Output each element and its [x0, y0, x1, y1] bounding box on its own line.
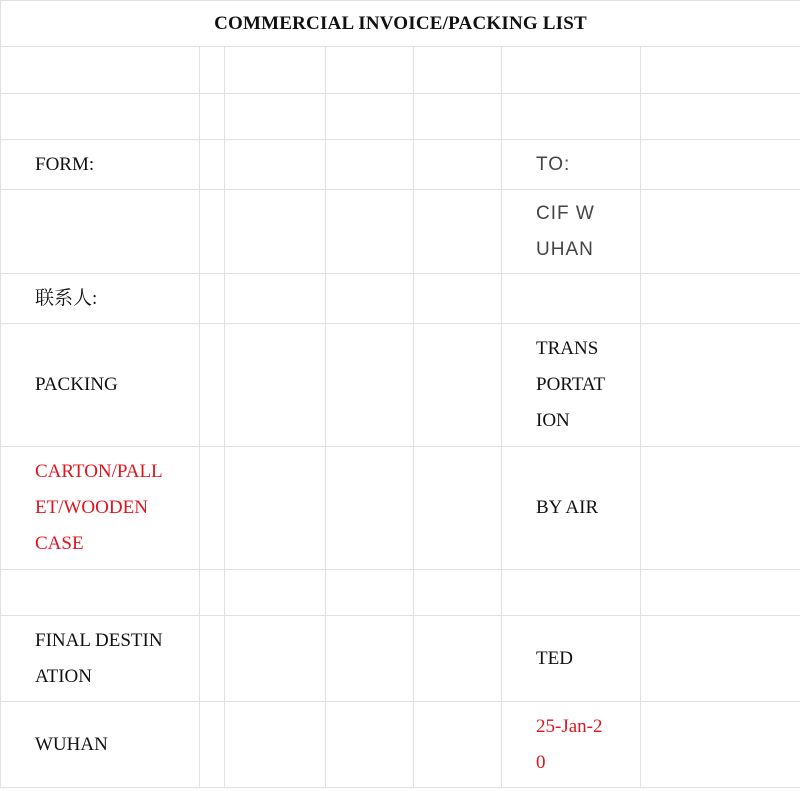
cell[interactable] — [641, 190, 800, 274]
cell[interactable] — [502, 570, 641, 616]
cell[interactable] — [225, 702, 326, 788]
cell[interactable] — [326, 570, 414, 616]
packing-value-row — [1, 447, 800, 570]
cell[interactable] — [200, 570, 225, 616]
form-label[interactable]: FORM: — [1, 140, 200, 190]
cell[interactable] — [414, 190, 502, 274]
to-value: CIF WUHAN — [536, 202, 595, 260]
cell[interactable] — [225, 447, 326, 570]
cell[interactable] — [200, 140, 225, 190]
transportation-label: TRANSPORTATION — [536, 338, 606, 431]
cell[interactable] — [200, 324, 225, 447]
cell[interactable] — [200, 190, 225, 274]
ted-label[interactable]: TED — [502, 616, 641, 702]
final-destination-row — [1, 616, 800, 702]
packing-row — [1, 324, 800, 447]
cell[interactable] — [200, 94, 225, 140]
cell[interactable] — [502, 47, 641, 94]
cell[interactable] — [326, 274, 414, 324]
cell[interactable] — [326, 140, 414, 190]
packing-value-cell[interactable] — [1, 447, 200, 570]
cell[interactable] — [326, 324, 414, 447]
title-row — [1, 1, 800, 47]
cell[interactable] — [200, 274, 225, 324]
to-label[interactable]: TO: — [502, 140, 641, 190]
cell[interactable] — [641, 616, 800, 702]
empty-row — [1, 570, 800, 616]
cell[interactable] — [200, 616, 225, 702]
cell[interactable] — [414, 274, 502, 324]
transportation-cell[interactable] — [502, 324, 641, 447]
cell[interactable] — [225, 190, 326, 274]
cell[interactable] — [326, 702, 414, 788]
final-destination-value[interactable]: WUHAN — [1, 702, 200, 788]
date-cell[interactable] — [502, 702, 641, 788]
cell[interactable] — [414, 324, 502, 447]
cell[interactable] — [225, 570, 326, 616]
cell[interactable] — [414, 702, 502, 788]
cell[interactable] — [1, 94, 200, 140]
cell[interactable] — [641, 47, 800, 94]
empty-row — [1, 47, 800, 94]
form-to-row — [1, 140, 800, 190]
destination-value-row — [1, 702, 800, 788]
final-destination-cell[interactable] — [1, 616, 200, 702]
cell[interactable] — [502, 274, 641, 324]
cell[interactable] — [225, 47, 326, 94]
cell[interactable] — [200, 447, 225, 570]
cell[interactable] — [1, 190, 200, 274]
cell[interactable] — [326, 447, 414, 570]
contact-label[interactable]: 联系人: — [1, 274, 200, 324]
cell[interactable] — [414, 616, 502, 702]
packing-label[interactable]: PACKING — [1, 324, 200, 447]
cell[interactable] — [225, 140, 326, 190]
packing-value: CARTON/PALLET/WOODEN CASE — [35, 461, 163, 554]
cell[interactable] — [641, 324, 800, 447]
cell[interactable] — [641, 274, 800, 324]
cell[interactable] — [225, 274, 326, 324]
date-value: 25-Jan-20 — [536, 715, 603, 773]
cell[interactable] — [641, 140, 800, 190]
empty-row — [1, 94, 800, 140]
to-value-row — [1, 190, 800, 274]
cell[interactable] — [326, 94, 414, 140]
contact-row — [1, 274, 800, 324]
cell[interactable] — [641, 447, 800, 570]
final-destination-label: FINAL DESTINATION — [35, 629, 163, 687]
cell[interactable] — [414, 94, 502, 140]
cell[interactable] — [641, 94, 800, 140]
cell[interactable] — [414, 447, 502, 570]
cell[interactable] — [414, 140, 502, 190]
cell[interactable] — [502, 94, 641, 140]
cell[interactable] — [1, 570, 200, 616]
cell[interactable] — [225, 94, 326, 140]
cell[interactable] — [1, 47, 200, 94]
cell[interactable] — [326, 190, 414, 274]
cell[interactable] — [414, 47, 502, 94]
to-value-cell[interactable] — [502, 190, 641, 274]
cell[interactable] — [414, 570, 502, 616]
cell[interactable] — [225, 324, 326, 447]
cell[interactable] — [200, 47, 225, 94]
cell[interactable] — [326, 616, 414, 702]
cell[interactable] — [225, 616, 326, 702]
page-title: COMMERCIAL INVOICE/PACKING LIST — [1, 1, 800, 47]
cell[interactable] — [641, 702, 800, 788]
cell[interactable] — [641, 570, 800, 616]
cell[interactable] — [326, 47, 414, 94]
cell[interactable] — [200, 702, 225, 788]
transport-value[interactable]: BY AIR — [502, 447, 641, 570]
